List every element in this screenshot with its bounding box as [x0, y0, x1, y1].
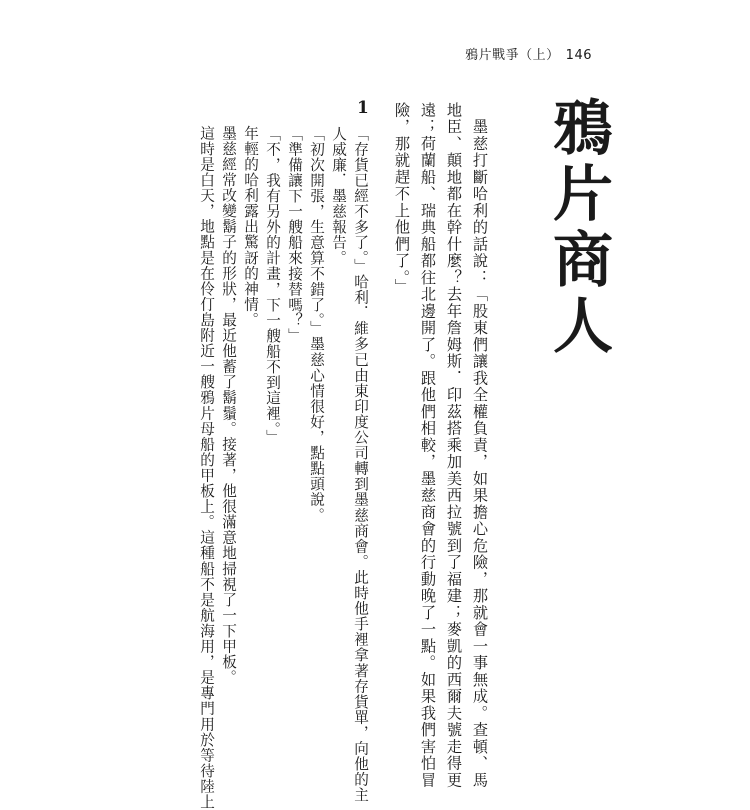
text-column-9: 「不，我有另外的計畫，下一艘船不到這裡。」 — [264, 126, 281, 446]
text-column-8: 「準備讓下一艘船來接替嗎？」 — [286, 126, 303, 344]
text-column-12: 這時是白天，地點是在伶仃島附近一艘鴉片母船的甲板上。這種船不是航海用，是專門用於等待陸上 — [198, 110, 215, 810]
text-column-1: 墨慈打斷哈利的話說：「股東們讓我全權負責，如果擔心危險，那就會一事無成。查頓、馬 — [471, 102, 489, 789]
text-column-6: 人威廉．墨慈報告。 — [330, 126, 347, 266]
text-column-2: 地臣、顛地都在幹什麼？去年詹姆斯．印茲搭乘加美西拉號到了福建；麥凱的西爾夫號走得更 — [445, 102, 463, 789]
page-number: 146 — [565, 48, 592, 63]
text-column-5: 「存貨已經不多了。」哈利．維多已由東印度公司轉到墨慈商會。此時他手裡拿著存貨單，向他的主 — [352, 126, 369, 803]
text-column-3: 遠；荷蘭船、瑞典船都往北邊開了。跟他們相較，墨慈商會的行動晚了一點。如果我們害怕冒 — [419, 102, 437, 789]
running-title: 鴉片戰爭（上） — [465, 48, 560, 63]
section-number: 1 — [357, 98, 369, 118]
chapter-title: 鴉片商人 — [543, 96, 613, 360]
text-column-10: 年輕的哈利露出驚訝的神情。 — [242, 110, 259, 328]
text-column-7: 「初次開張，生意算不錯了。」墨慈心情很好，點點頭說。 — [308, 126, 325, 523]
text-column-11: 墨慈經常改變鬍子的形狀，最近他蓄了鬍鬚。接著，他很滿意地掃視了一下甲板。 — [220, 110, 237, 686]
running-head — [465, 44, 592, 63]
text-column-4: 險，那就趕不上他們了。」 — [393, 102, 411, 296]
